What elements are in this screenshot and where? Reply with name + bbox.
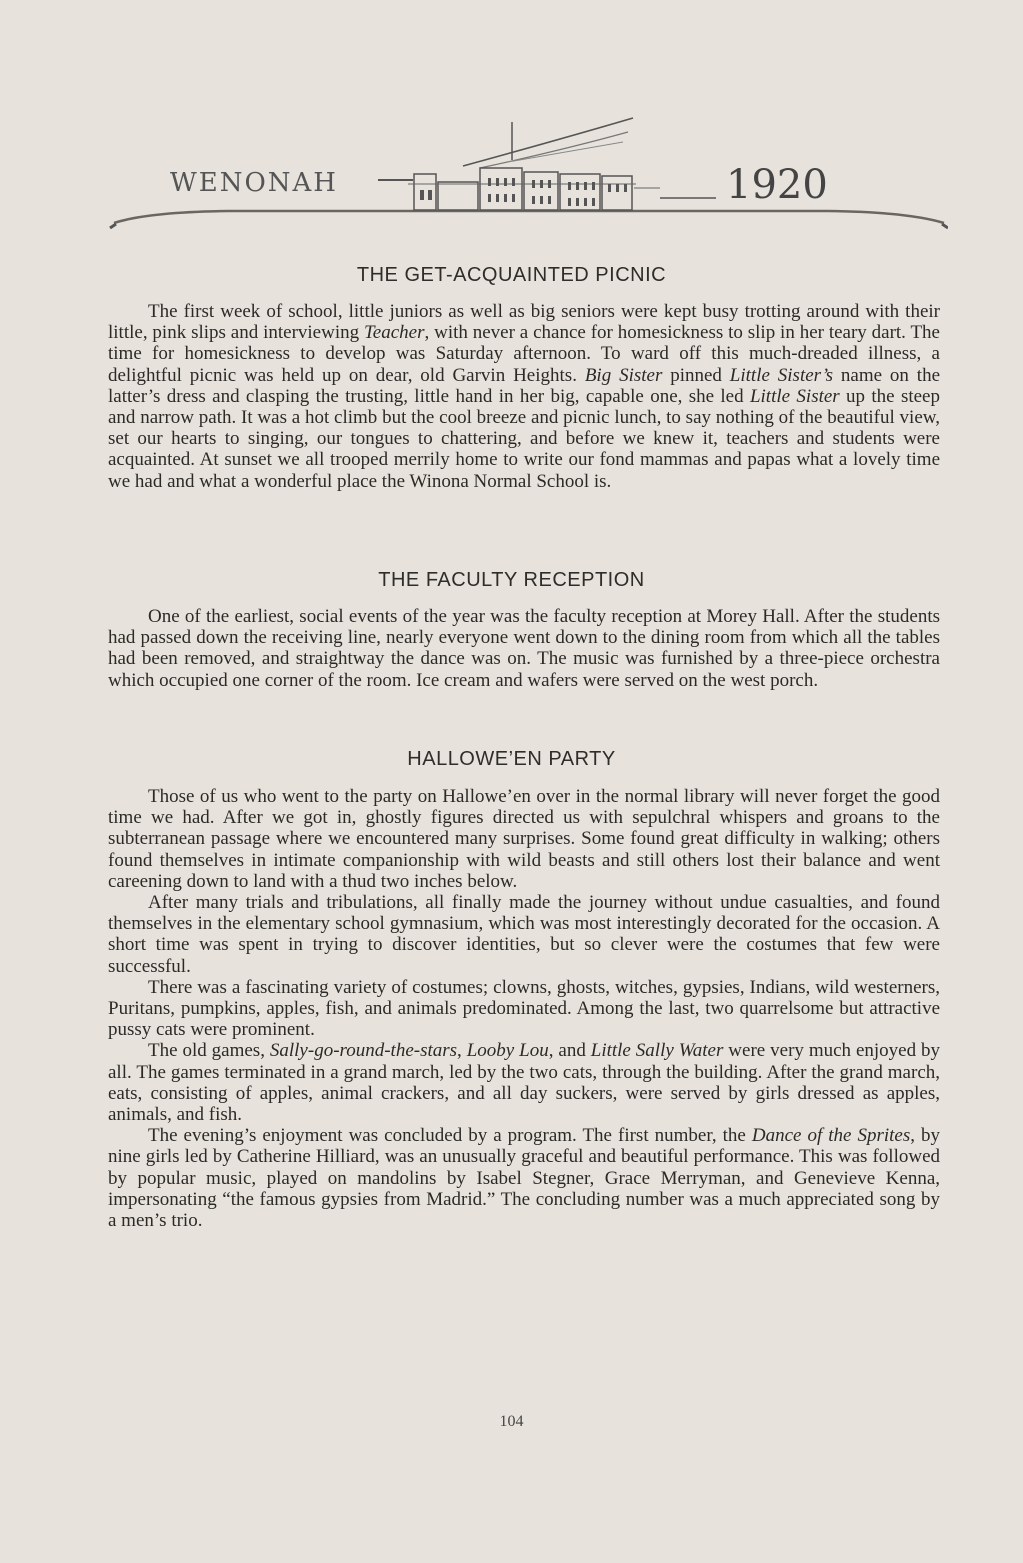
italic-text: Little Sister’s [729, 364, 834, 386]
italic-text: Big Sister [584, 364, 663, 386]
italic-text: Sally-go-round-the-stars [269, 1040, 458, 1062]
paragraph: There was a fascinating variety of costumes; clowns, ghosts, witches, gypsies, Indians, wild westerners, Puritans, pumpkins, apples, fish, and animals predominated. Among the last, two quarrelsome but attractive pussy cats were prominent. [108, 976, 940, 1041]
paragraph: The old games, Sally-go-round-the-stars, Looby Lou, and Little Sally Water were very much enjoyed by all. The games terminated in a grand march, led by the two cats, through the building. After the grand march, eats, consisting of apples, animal crackers, and all day suckers, were served by girls dressed as apples, animals, and fish. [108, 1040, 941, 1126]
page-number: 104 [499, 1413, 524, 1430]
header-year: 1920 [726, 162, 828, 208]
section-body-faculty-reception [108, 606, 940, 691]
italic-text: Teacher [363, 322, 425, 344]
paragraph: The first week of school, little juniors as well as big seniors were kept busy trotting around with their little, pink slips and interviewing Teacher, with never a chance for homesickness to slip in her teary dart. The time for homesickness to develop was Saturday afternoon. To ward off this much-dreaded illness, a delightful picnic was held up on dear, old Garvin Heights. Big Sister pinned Little Sister’s name on the latter’s dress and clasping the trusting, little hand in her big, capable one, she led Little Sister up the steep and narrow path. It was a hot climb but the cool breeze and picnic lunch, to say nothing of the beautiful view, set our hearts to singing, our tongues to chattering, and before we knew it, teachers and students were acquainted. At sunset we all trooped merrily home to write our fond mammas and papas what a lovely time we had and what a wonderful place the Winona Normal School is. [108, 301, 941, 492]
section-title-faculty-reception: THE FACULTY RECEPTION [378, 569, 645, 591]
section-body-halloween-party [108, 786, 940, 1231]
italic-text: Little Sister [749, 385, 840, 407]
paragraph: The evening’s enjoyment was concluded by a program. The first number, the Dance of the Sprites, by nine girls led by Catherine Hilliard, was an unusually graceful and beautiful performance. This was followed by popular music, played on mandolins by Isabel Stegner, Grace Merryman, and Genevieve Kenna, impersonating “the famous gypsies from Madrid.” The concluding number was a much appreciated song by a men’s trio. [108, 1125, 941, 1232]
paragraph: One of the earliest, social events of the year was the faculty reception at Morey Hall. After the students had passed down the receiving line, nearly everyone went down to the dining room from which all the tables had been removed, and straightway the dance was on. The music was furnished by a three-piece orchestra which occupied one corner of the room. Ice cream and wafers were served on the west porch. [108, 606, 940, 691]
paragraph: After many trials and tribulations, all finally made the journey without undue casualties, and found themselves in the elementary school gymnasium, which was most interestingly decorated for the occasion. A short time was spent in trying to discover identities, but so clever were the costumes that few were successful. [108, 892, 940, 977]
section-body-picnic [108, 301, 940, 492]
section-title-halloween-party: HALLOWE’EN PARTY [407, 748, 616, 770]
italic-text: Looby Lou [466, 1040, 549, 1062]
section-title-picnic: THE GET-ACQUAINTED PICNIC [356, 264, 667, 286]
italic-text: Little Sally Water [590, 1040, 724, 1062]
header-wenonah-lettering: WENONAH [170, 168, 338, 198]
italic-text: Dance of the Sprites [751, 1125, 911, 1147]
page-header [108, 110, 948, 245]
paragraph: Those of us who went to the party on Hallowe’en over in the normal library will never forget the good time we had. After we got in, ghostly figures directed us with sepulchral whispers and groans to the subterranean passage where we encountered many surprises. Some found great difficulty in walking; others found themselves in intimate companionship with wild beasts and still others lost their balance and went careening down to land with a thud two inches below. [108, 786, 940, 892]
